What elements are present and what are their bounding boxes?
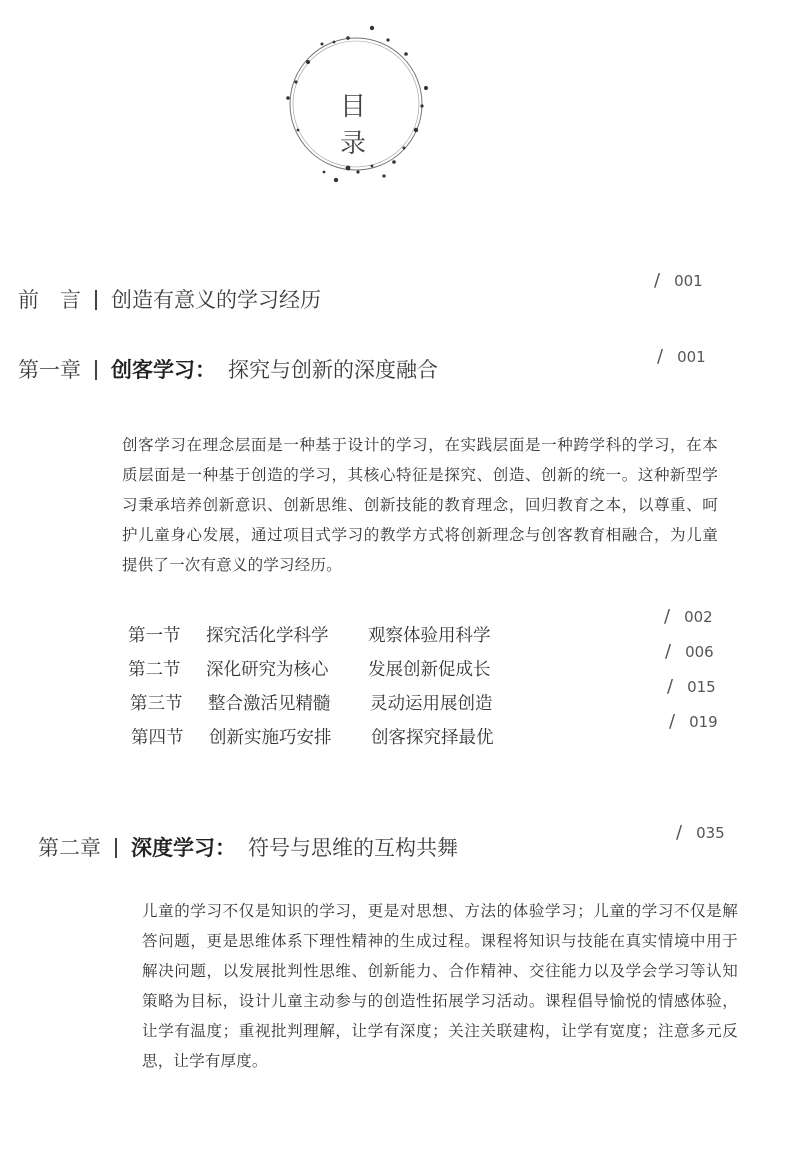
preface-page-ref <box>654 270 703 291</box>
slash: / <box>664 606 671 627</box>
slash: / <box>654 270 661 291</box>
chapter-2-page: 035 <box>696 824 725 842</box>
section-3-page-ref <box>667 676 716 697</box>
section-4-page-ref <box>669 711 718 732</box>
section-page: 006 <box>685 643 714 661</box>
chapter-2-page-ref <box>676 822 725 843</box>
section-2-entry[interactable] <box>128 656 491 681</box>
preface-entry[interactable] <box>18 284 321 314</box>
slash: / <box>657 346 664 367</box>
separator-bar <box>95 290 97 310</box>
chapter-1-page: 001 <box>677 348 706 366</box>
separator-bar <box>95 360 97 380</box>
chapter-1-label: 第一章 <box>18 358 81 382</box>
section-label: 第二节 <box>128 660 181 680</box>
chapter-2-title-bold: 深度学习： <box>131 836 236 860</box>
chapter-1-page-ref <box>657 346 706 367</box>
section-2-page-ref <box>665 641 714 662</box>
slash: / <box>665 641 672 662</box>
section-title-a: 整合激活见精髓 <box>208 694 331 714</box>
section-title-a: 深化研究为核心 <box>206 660 329 680</box>
section-title-a: 创新实施巧安排 <box>209 728 332 748</box>
section-title-b: 发展创新促成长 <box>368 660 491 680</box>
section-3-entry[interactable] <box>130 690 493 715</box>
chapter-1-title: 探究与创新的深度融合 <box>228 358 438 382</box>
chapter-1-title-bold: 创客学习： <box>111 358 216 382</box>
slash: / <box>669 711 676 732</box>
chapter-2-title: 符号与思维的互构共舞 <box>248 836 458 860</box>
slash: / <box>676 822 683 843</box>
section-title-a: 探究活化学科学 <box>206 626 329 646</box>
section-1-entry[interactable] <box>128 622 491 647</box>
section-1-page-ref <box>664 606 713 627</box>
section-4-entry[interactable] <box>131 724 494 749</box>
section-label: 第一节 <box>128 626 181 646</box>
section-label: 第四节 <box>131 728 184 748</box>
section-title-b: 创客探究择最优 <box>371 728 494 748</box>
section-label: 第三节 <box>130 694 183 714</box>
page-title: 目 录 <box>339 92 376 159</box>
chapter-1-summary: 创客学习在理念层面是一种基于设计的学习，在实践层面是一种跨学科的学习，在本质层面是一种基于创造的学习，其核心特征是探究、创造、创新的统一。这种新型学习秉承培养创新意识、创新思维、创新技能的教育理念，回归教育之本，以尊重、呵护儿童身心发展，通过项目式学习的教学方式将创新理念与创客教育相融合，为儿童提供了一次有意义的学习经历。 <box>122 436 718 574</box>
chapter-2-label: 第二章 <box>38 836 101 860</box>
preface-title: 创造有意义的学习经历 <box>111 288 321 312</box>
chapter-2-summary: 儿童的学习不仅是知识的学习，更是对思想、方法的体验学习；儿童的学习不仅是解答问题，更是思维体系下理性精神的生成过程。课程将知识与技能在真实情境中用于解决问题，以发展批判性思维、创新能力、合作精神、交往能力以及学会学习等认知策略为目标，设计儿童主动参与的创造性拓展学习活动。课程倡导愉悦的情感体验，让学有温度；重视批判理解，让学有深度；关注关联建构，让学有宽度；注意多元反思，让学有厚度。 <box>142 902 738 1070</box>
chapter-1-entry[interactable] <box>18 354 438 384</box>
slash: / <box>667 676 674 697</box>
section-page: 002 <box>684 608 713 626</box>
preface-page: 001 <box>674 272 703 290</box>
section-page: 019 <box>689 713 718 731</box>
section-page: 015 <box>687 678 716 696</box>
separator-bar <box>115 838 117 858</box>
section-title-b: 灵动运用展创造 <box>370 694 493 714</box>
preface-label: 前 言 <box>18 288 81 312</box>
chapter-2-entry[interactable] <box>38 832 458 862</box>
section-title-b: 观察体验用科学 <box>368 626 491 646</box>
